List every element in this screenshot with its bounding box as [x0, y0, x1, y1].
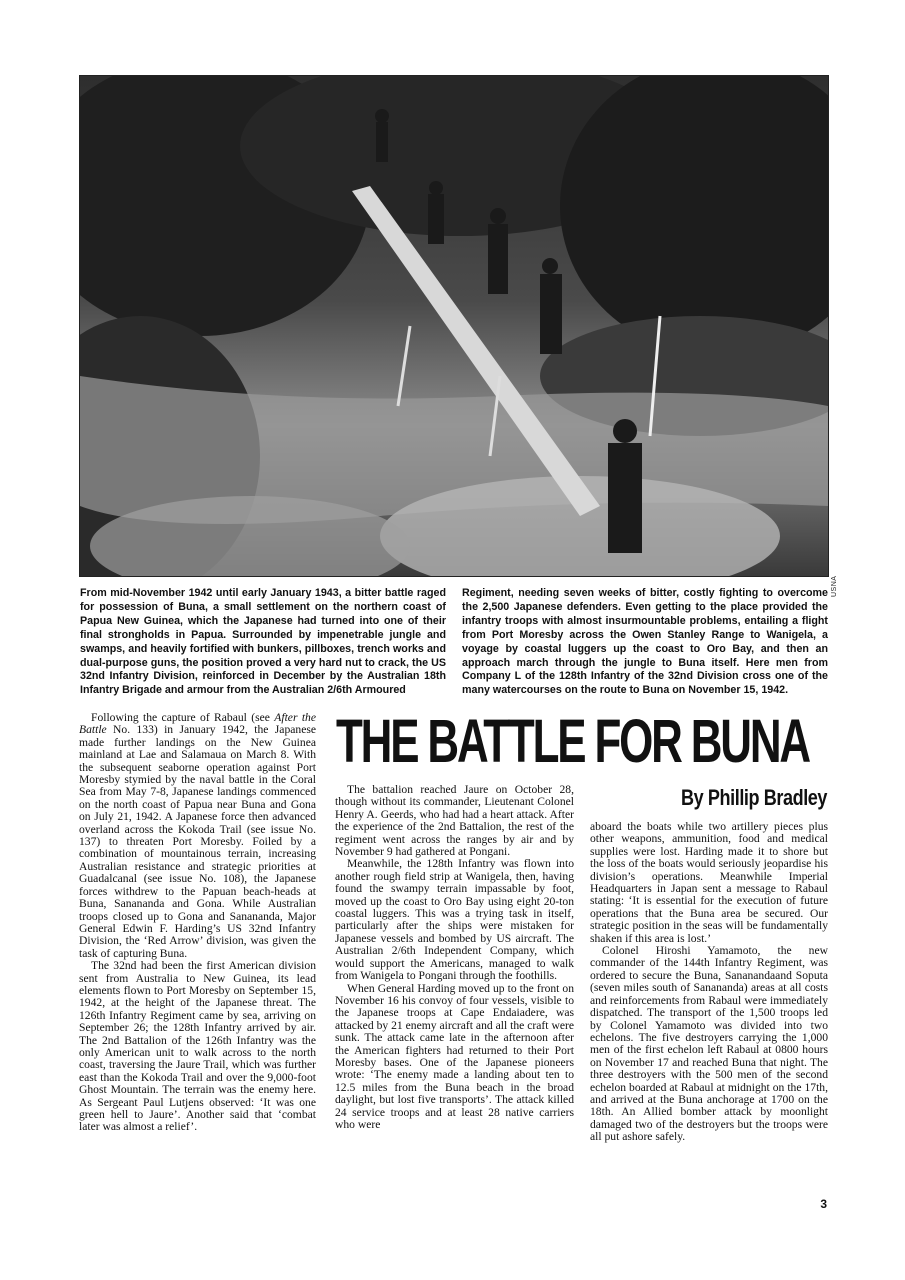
paragraph: Meanwhile, the 128th Infantry was flown into another rough field strip at Wanigela, then, having found the swampy terrain impassable by foot, moved up the coast to Oro Bay using eight 20-ton coastal luggers. This was a trying task in itself, particularly after the ships were mistaken for Japanese vessels and bombed by US aircraft. The Australian 2/6th Independent Company, which would support the Americans, managed to walk from Wanigela to Pongani through the foothills. [335, 857, 574, 983]
paragraph: The battalion reached Jaure on October 28, though without its commander, Lieutenant Colonel Henry A. Geerds, who had had a heart attack. After the experience of the 2nd Battalion, the rest of the regiment went across the ranges by air and by November 9 had gathered at Pongani. [335, 783, 574, 859]
paragraph: aboard the boats while two artillery pieces plus other weapons, ammunition, food and medical supplies were lost. Harding made it to shore but the loss of the boats would seriously jeopardise his division’s operations. Meanwhile Imperial Headquarters in Japan sent a message to Rabaul stating: ‘It is essential for the execution of future operations that the Buna area be secured. Our strategic position in the seas will be fundamentally shaken if this area is lost.’ [590, 820, 828, 945]
article-column-2 [335, 784, 574, 1131]
photo-caption-right: Regiment, needing seven weeks of bitter, costly fighting to overcome the 2,500 Japanese defenders. Even getting to the place provided the infantry troops with almost insurmountable problems, entailing a flight from Port Moresby across the Owen Stanley Range to Wanigela, a voyage by coastal luggers up the coast to Oro Bay, and then an approach march through the jungle to Buna itself. Here men from Company L of the 128th Infantry of the 32nd Division cross one of the many watercourses on the route to Buna on November 15, 1942. [462, 587, 828, 697]
article-byline: By Phillip Bradley [680, 785, 827, 810]
paragraph: Following the capture of Rabaul (see After the Battle No. 133) in January 1942, the Japanese made further landings on the New Guinea mainland at Lae and Salamaua on March 8. With the subsequent seaborne operation against Port Moresby stymied by the naval battle in the Coral Sea from May 7-8, Japanese landings commenced on the north coast of Papua near Buna and Gona on July 21, 1942. A Japanese force then advanced overland across the Kokoda Trail (see issue No. 137) to threaten Port Moresby. Foiled by a combination of mountainous terrain, increasing Australian resistance and strategic priorities at Guadalcanal (see issue No. 108), the Japanese forces withdrew to the Papuan beach-heads at Buna, Sanananda and Gona. While Australian troops closed up to Gona and Sanananda, Major General Edwin F. Harding’s US 32nd Infantry Division, the ‘Red Arrow’ division, was given the task of capturing Buna. [79, 711, 316, 960]
article-photo [79, 75, 829, 577]
photo-caption-left: From mid-November 1942 until early January 1943, a bitter battle raged for possession of Buna, a small settlement on the northern coast of Papua New Guinea, which the Japanese had turned into one of their final strongholds in Papua. Surrounded by impenetrable jungle and swamps, and heavily fortified with bunkers, pillboxes, trench works and dual-purpose guns, the position proved a very hard nut to crack, the US 32nd Infantry Division, reinforced in December by the Australian 18th Infantry Brigade and armour from the Australian 2/6th Armoured [80, 587, 446, 697]
article-title: THE BATTLE FOR BUNA [336, 707, 809, 775]
paragraph: When General Harding moved up to the front on November 16 his convoy of four vessels, visible to the Japanese troops at Cape Endaiadere, was attacked by 21 enemy aircraft and all the craft were sunk. The attack came late in the afternoon after the American fighters had returned to their Port Moresby bases. One of the Japanese pioneers wrote: ‘The enemy made a landing about ten to 12.5 miles from the Buna beach in the broad daylight, but lost five transports’. The attack killed 24 service troops and at least 28 native carriers who were [335, 981, 574, 1131]
page-number: 3 [820, 1197, 827, 1211]
jungle-river-crossing-photo-icon [80, 76, 828, 576]
article-column-1 [79, 712, 316, 1134]
paragraph: The 32nd had been the first American division sent from Australia to New Guinea, its lead elements flown to Port Moresby on September 15, 1942, at the height of the Japanese threat. The 126th Infantry Regiment came by sea, arriving on September 26; the 128th Infantry arrived by air. The 2nd Battalion of the 126th Infantry was the only American unit to walk across to the north coast, traversing the Jaure Trail, which was further east than the Kokoda Trail and over the 9,000-foot Ghost Mountain. The terrain was the enemy here. As Sergeant Paul Lutjens observed: ‘It was one green hell to Jaure’. Another said that ‘combat later was almost a relief’. [79, 959, 316, 1134]
photo-credit: USNA [831, 575, 838, 597]
paragraph: Colonel Hiroshi Yamamoto, the new commander of the 144th Infantry Regiment, was ordered to secure the Buna, Sananandaand Soputa (seven miles south of Sanananda) areas at all costs and reinforcements from Rabaul were immediately dispatched. The transport of the 1,500 troops led by Colonel Yamamoto was divided into two echelons. The five destroyers carrying the 1,000 men of the first echelon left Rabaul at 0800 hours on November 17 and reached Buna that night. The three destroyers with the 500 men of the second echelon boarded at Rabaul at midnight on the 17th, and arrived at the Buna anchorage at 1700 on the 18th. An Allied bomber attack by moonlight damaged two of the destroyers but the troops were all put ashore safely. [590, 944, 828, 1144]
article-column-3 [590, 821, 828, 1144]
